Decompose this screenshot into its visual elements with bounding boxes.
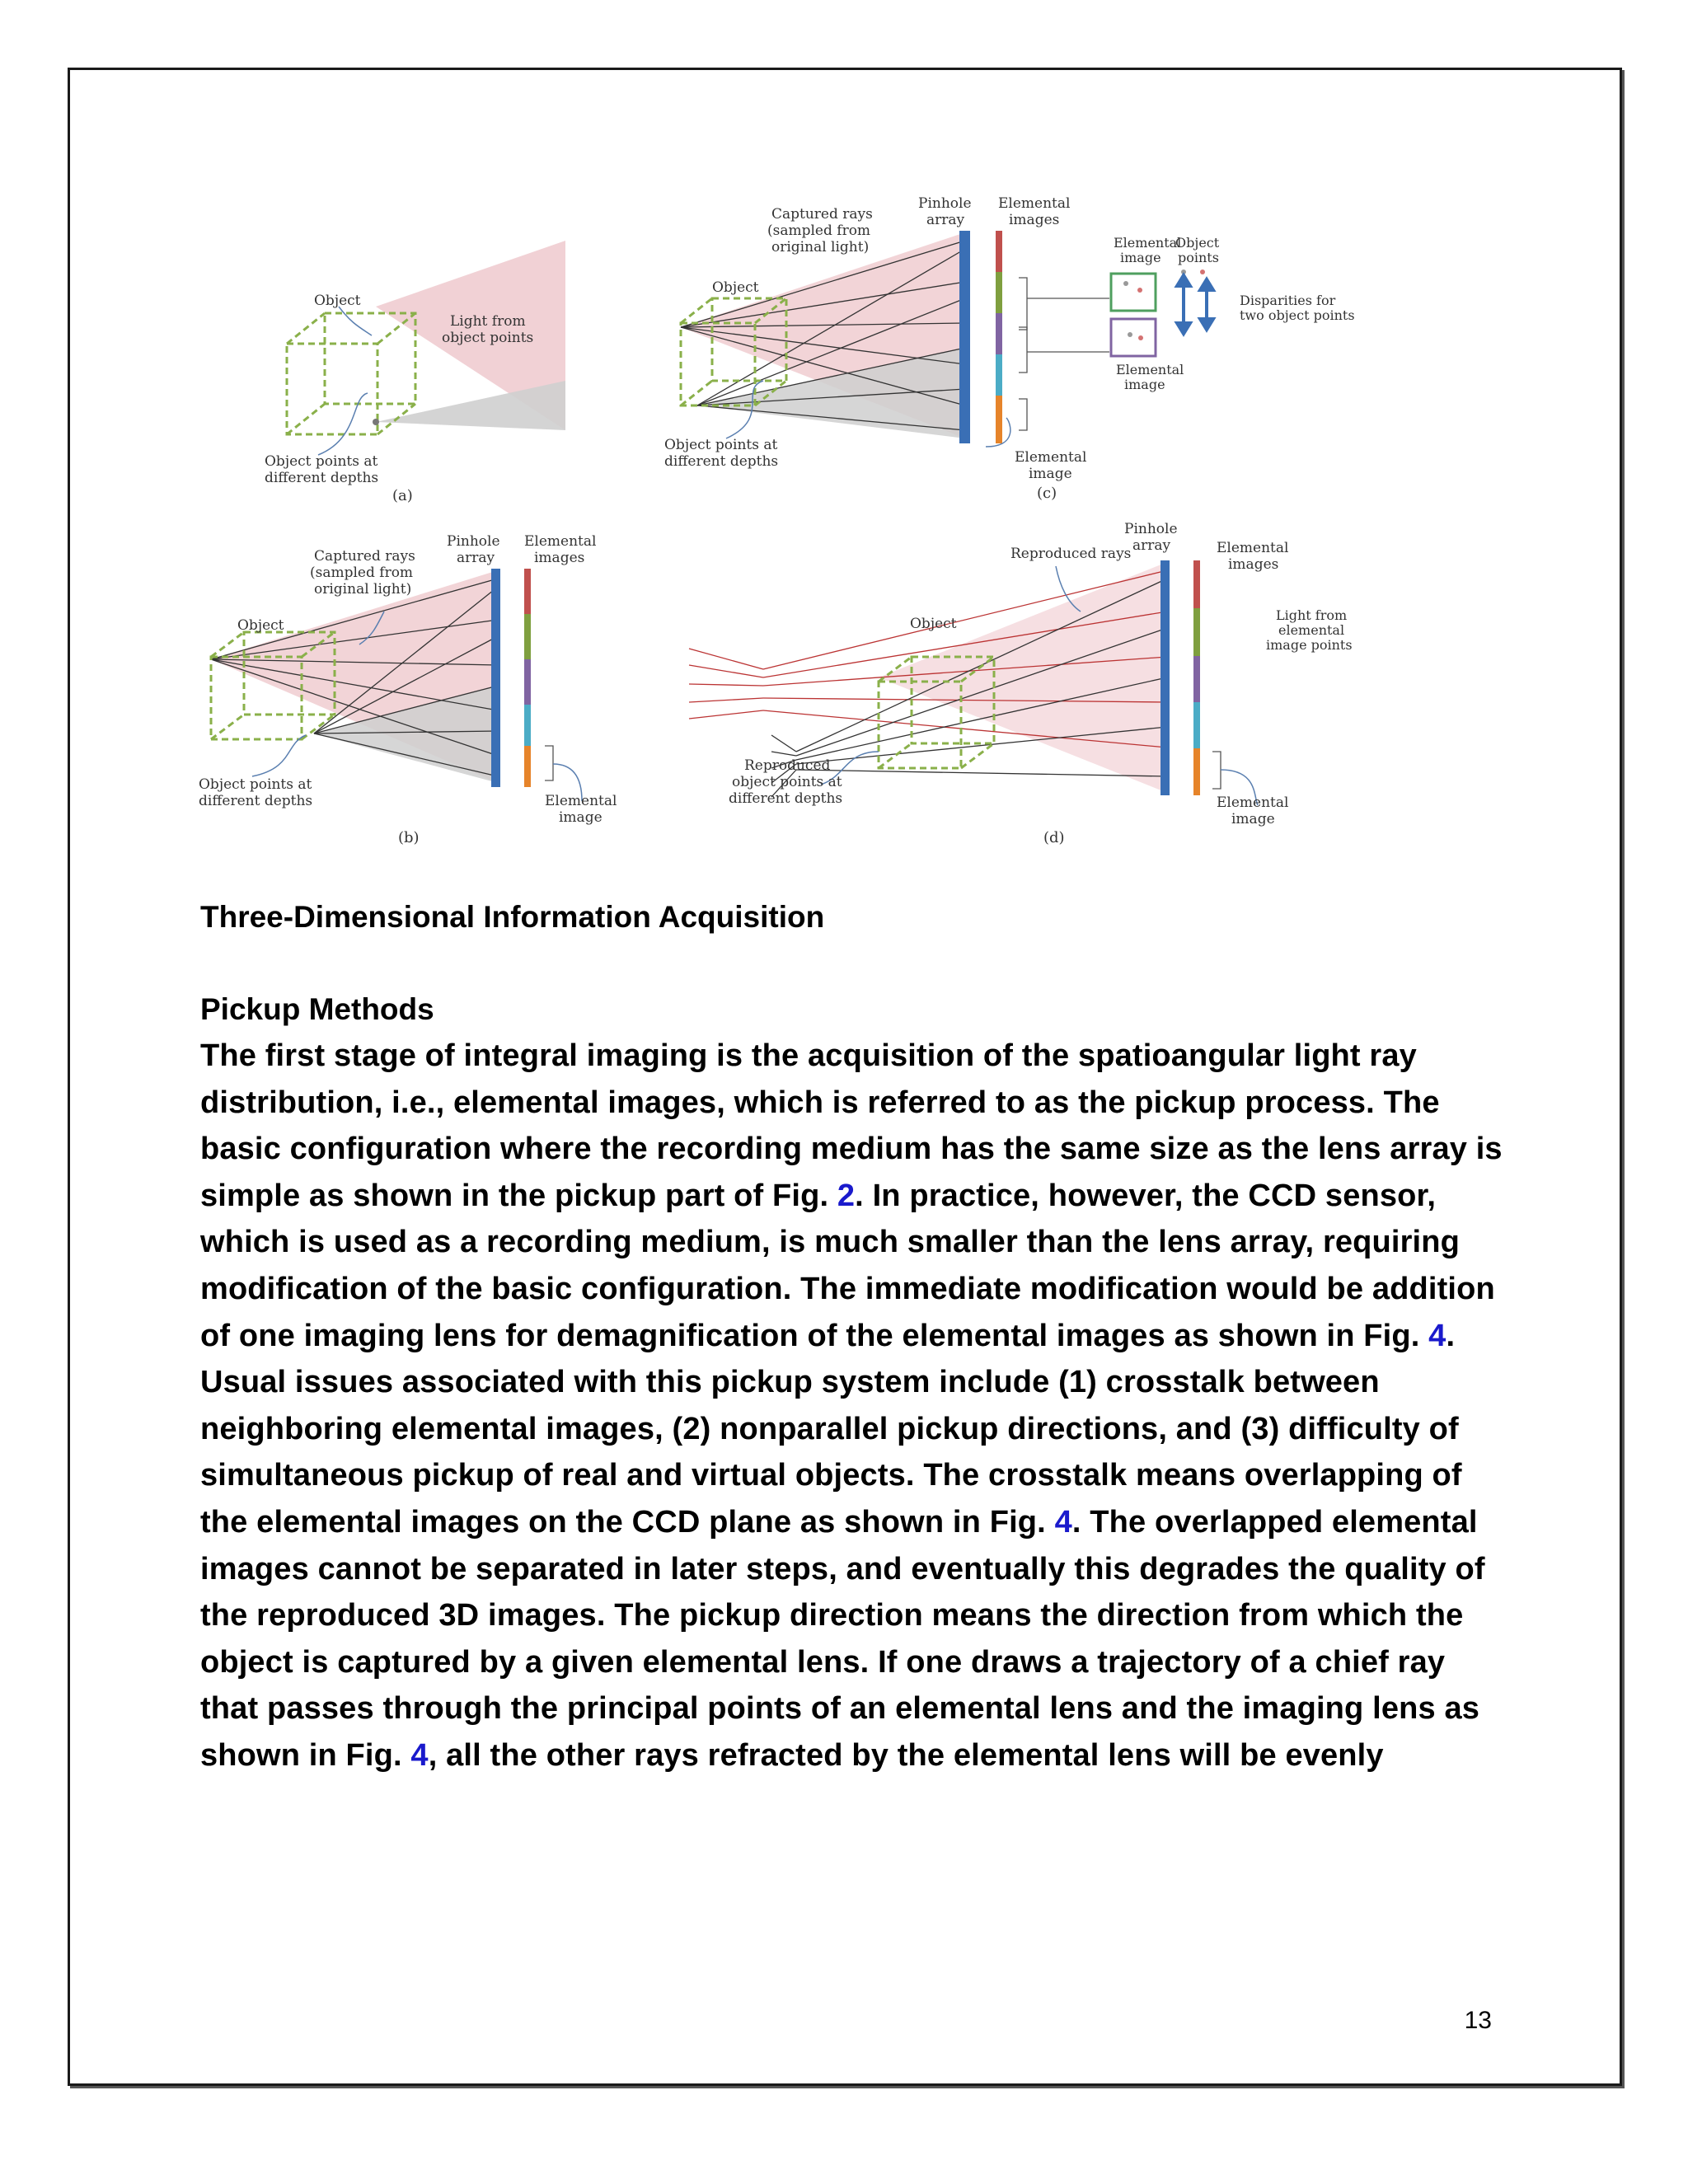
label-pinhole-1: Pinhole [1124, 521, 1178, 537]
object-point [373, 419, 379, 425]
label-captured-2: (sampled from [310, 565, 414, 581]
elemental-images-strip [524, 569, 531, 787]
label-elemental-image-2: image [1231, 811, 1275, 827]
inset-point [1138, 335, 1143, 340]
label-reproduced-points-3: different depths [729, 790, 843, 807]
figure-integral-imaging [195, 183, 1477, 859]
inset-point [1123, 281, 1128, 286]
label-elemental-2: images [1228, 556, 1279, 573]
pinhole-array [959, 231, 970, 443]
subsection-heading: Pickup Methods [200, 992, 434, 1026]
label-object: Object [237, 617, 284, 634]
pinhole-array [1160, 560, 1170, 795]
label-pinhole-2: array [457, 550, 495, 566]
disparity-arrows [1177, 275, 1213, 334]
brackets [1019, 278, 1109, 430]
pointer-line [252, 735, 306, 776]
label-points-1: Object points at [265, 453, 378, 470]
figure-reference-link[interactable]: 4 [1054, 1504, 1072, 1540]
section-heading: Three-Dimensional Information Acquisition [200, 900, 825, 934]
label-disparity-2: two object points [1240, 307, 1355, 323]
caption-c: (c) [1037, 485, 1057, 502]
body-paragraph [200, 1033, 1503, 1779]
label-elemental-image-1: Elemental [1015, 449, 1087, 466]
elemental-images-strip [996, 231, 1002, 443]
label-pinhole-1: Pinhole [447, 533, 500, 550]
label-reproduced-points-1: Reproduced [744, 757, 831, 774]
elemental-images-strip [1193, 560, 1200, 795]
text-run: The first stage of integral imaging is the acquisition of the spatioangular light ray distribution, i.e., elemental images, which is referred to as the pickup process. The basic configuration where the recording medium has the same size as the lens array is simple as shown in the pickup part of Fig. [200, 1038, 1503, 1213]
caption-b: (b) [398, 829, 420, 846]
bracket [545, 746, 553, 780]
label-elemental-1: Elemental [524, 533, 597, 550]
caption-a: (a) [392, 487, 413, 504]
label-reproduced-points-2: object points at [732, 774, 842, 790]
figure-svg [195, 183, 1477, 859]
label-points-2: different depths [664, 453, 779, 470]
panel-b [199, 533, 617, 846]
panel-c [664, 195, 1355, 502]
label-pinhole-2: array [926, 212, 965, 228]
text-run: . In practice, however, the CCD sensor, which is used as a recording medium, is much smaller than the lens array, requiring modification of the basic configuration. The immediate modification would be addition of one imaging lens for demagnification of the elemental images as shown in Fig. [200, 1178, 1495, 1353]
page-number: 13 [1464, 2007, 1492, 2034]
label-inset-bottom-1: Elemental [1116, 362, 1184, 377]
inset-point [1200, 269, 1205, 274]
label-object: Object [712, 279, 759, 296]
label-pinhole-2: array [1132, 537, 1171, 554]
panel-a [265, 241, 565, 504]
label-elemental-image-2: image [1029, 466, 1072, 482]
label-light-1: Light from [1276, 607, 1348, 623]
caption-d: (d) [1043, 829, 1065, 846]
label-elemental-1: Elemental [1217, 540, 1289, 556]
label-elemental-image-1: Elemental [1217, 794, 1289, 811]
inset-elemental-bottom [1111, 319, 1156, 356]
label-reproduced-rays: Reproduced rays [1010, 546, 1132, 562]
panel-d [689, 521, 1353, 846]
label-captured-2: (sampled from [767, 223, 871, 239]
label-light-2: elemental [1278, 622, 1345, 638]
figure-reference-link[interactable]: 4 [1428, 1318, 1447, 1353]
label-light-2: object points [442, 330, 534, 346]
label-captured-1: Captured rays [314, 548, 415, 565]
figure-reference-link[interactable]: 2 [837, 1178, 856, 1213]
text-run: . Usual issues associated with this pickup system include (1) crosstalk between neighboring elemental images, (2) nonparallel pickup directions, and (3) difficulty of simultaneous pickup of real and virtual objects. The crosstalk means overlapping of the elemental images on the CCD plane as shown in Fig. [200, 1318, 1462, 1540]
text-run: . The overlapped elemental images cannot be separated in later steps, and eventually this degrades the quality of the reproduced 3D images. The pickup direction means the direction from which the object is captured by a given elemental lens. If one draws a trajectory of a chief ray that passes through the principal points of an elemental lens and the imaging lens as shown in Fig. [200, 1504, 1485, 1773]
label-light-3: image points [1266, 637, 1353, 653]
inset-point [1137, 288, 1142, 293]
label-elemental-image-1: Elemental [545, 793, 617, 809]
label-light-1: Light from [450, 313, 526, 330]
figure-reference-link[interactable]: 4 [410, 1737, 429, 1773]
inset-elemental-top [1111, 274, 1156, 311]
bracket [1212, 752, 1221, 789]
body-content [200, 894, 1503, 1779]
label-elemental-2: images [1009, 212, 1060, 228]
label-inset-points-1: Object [1175, 235, 1220, 251]
label-inset-points-2: points [1178, 250, 1219, 265]
text-run: , all the other rays refracted by the elemental lens will be evenly [428, 1737, 1384, 1773]
label-inset-top-1: Elemental [1114, 235, 1182, 251]
label-captured-3: original light) [771, 239, 870, 255]
label-captured-1: Captured rays [771, 206, 873, 223]
pointer-line [339, 307, 372, 335]
label-pinhole-1: Pinhole [918, 195, 972, 212]
label-object: Object [314, 293, 361, 309]
label-inset-bottom-2: image [1124, 377, 1165, 392]
object-cube [287, 313, 415, 434]
light-cone-shadow [376, 381, 565, 430]
label-points-2: different depths [265, 470, 379, 486]
inset-point [1128, 332, 1132, 337]
label-elemental-1: Elemental [998, 195, 1071, 212]
label-disparity-1: Disparities for [1240, 293, 1336, 308]
label-points-1: Object points at [199, 776, 312, 793]
label-points-2: different depths [199, 793, 313, 809]
pinhole-array [491, 569, 500, 787]
label-captured-3: original light) [314, 581, 412, 598]
label-points-1: Object points at [664, 437, 778, 453]
label-elemental-image-2: image [559, 809, 603, 826]
label-elemental-2: images [534, 550, 585, 566]
label-object: Object [910, 616, 957, 632]
label-inset-top-2: image [1120, 250, 1161, 265]
